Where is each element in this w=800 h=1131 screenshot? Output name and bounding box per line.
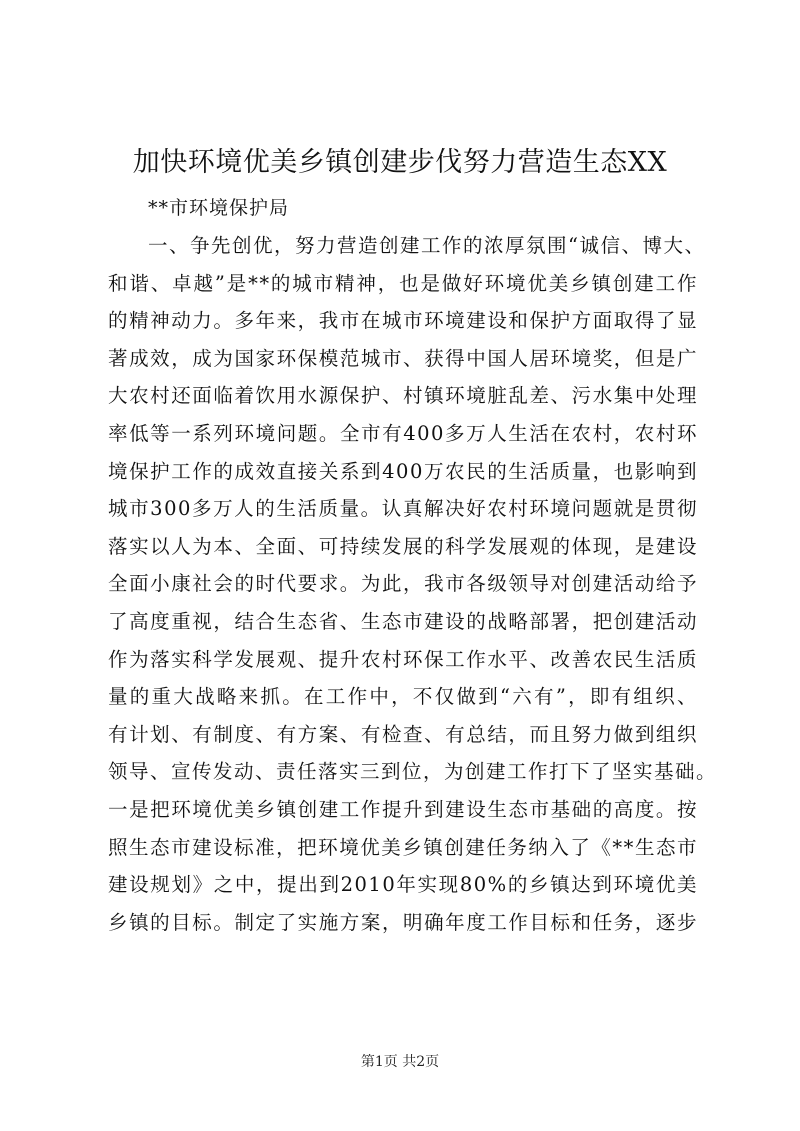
paragraph-line: 一是把环境优美乡镇创建工作提升到建设生态市基础的高度。按 [108,797,698,821]
paragraph-line: 乡镇的目标。制定了实施方案，明确年度工作目标和任务，逐步 [108,910,698,934]
paragraph-line: 率低等一系列环境问题。全市有400多万人生活在农村，农村环 [108,421,698,445]
paragraph-line: 照生态市建设标准，把环境优美乡镇创建任务纳入了《**生态市 [108,835,698,859]
paragraph-line: 境保护工作的成效直接关系到400万农民的生活质量，也影响到 [108,459,698,483]
paragraph-line: 一、争先创优，努力营造创建工作的浓厚氛围“诚信、博大、 [148,234,706,257]
paragraph-line: 量的重大战略来抓。在工作中，不仅做到“六有”，即有组织、 [108,685,698,709]
paragraph-line: 作为落实科学发展观、提升农村环保工作水平、改善农民生活质 [108,647,698,671]
paragraph-line: 城市300多万人的生活质量。认真解决好农村环境问题就是贯彻 [108,497,698,521]
paragraph-line: 落实以人为本、全面、可持续发展的科学发展观的体现，是建设 [108,534,698,558]
paragraph-line: 建设规划》之中，提出到2010年实现80%的乡镇达到环境优美 [108,873,698,897]
paragraph-line: 的精神动力。多年来，我市在城市环境建设和保护方面取得了显 [108,309,698,333]
paragraph-line: 了高度重视，结合生态省、生态市建设的战略部署，把创建活动 [108,609,698,633]
page-number-footer: 第1页 共2页 [360,1054,440,1070]
author-line: **市环境保护局 [148,197,290,219]
paragraph-line: 全面小康社会的时代要求。为此，我市各级领导对创建活动给予 [108,572,698,596]
paragraph-line: 和谐、卓越”是**的城市精神，也是做好环境优美乡镇创建工作 [108,271,698,295]
body-paragraph [108,227,718,941]
paragraph-line: 领导、宣传发动、责任落实三到位，为创建工作打下了坚实基础。 [108,760,718,784]
paragraph-line: 著成效，成为国家环保模范城市、获得中国人居环境奖，但是广 [108,346,698,370]
paragraph-line: 大农村还面临着饮用水源保护、村镇环境脏乱差、污水集中处理 [108,384,698,408]
document-title: 加快环境优美乡镇创建步伐努力营造生态XX [132,147,668,178]
paragraph-line: 有计划、有制度、有方案、有检查、有总结，而且努力做到组织 [108,722,698,746]
